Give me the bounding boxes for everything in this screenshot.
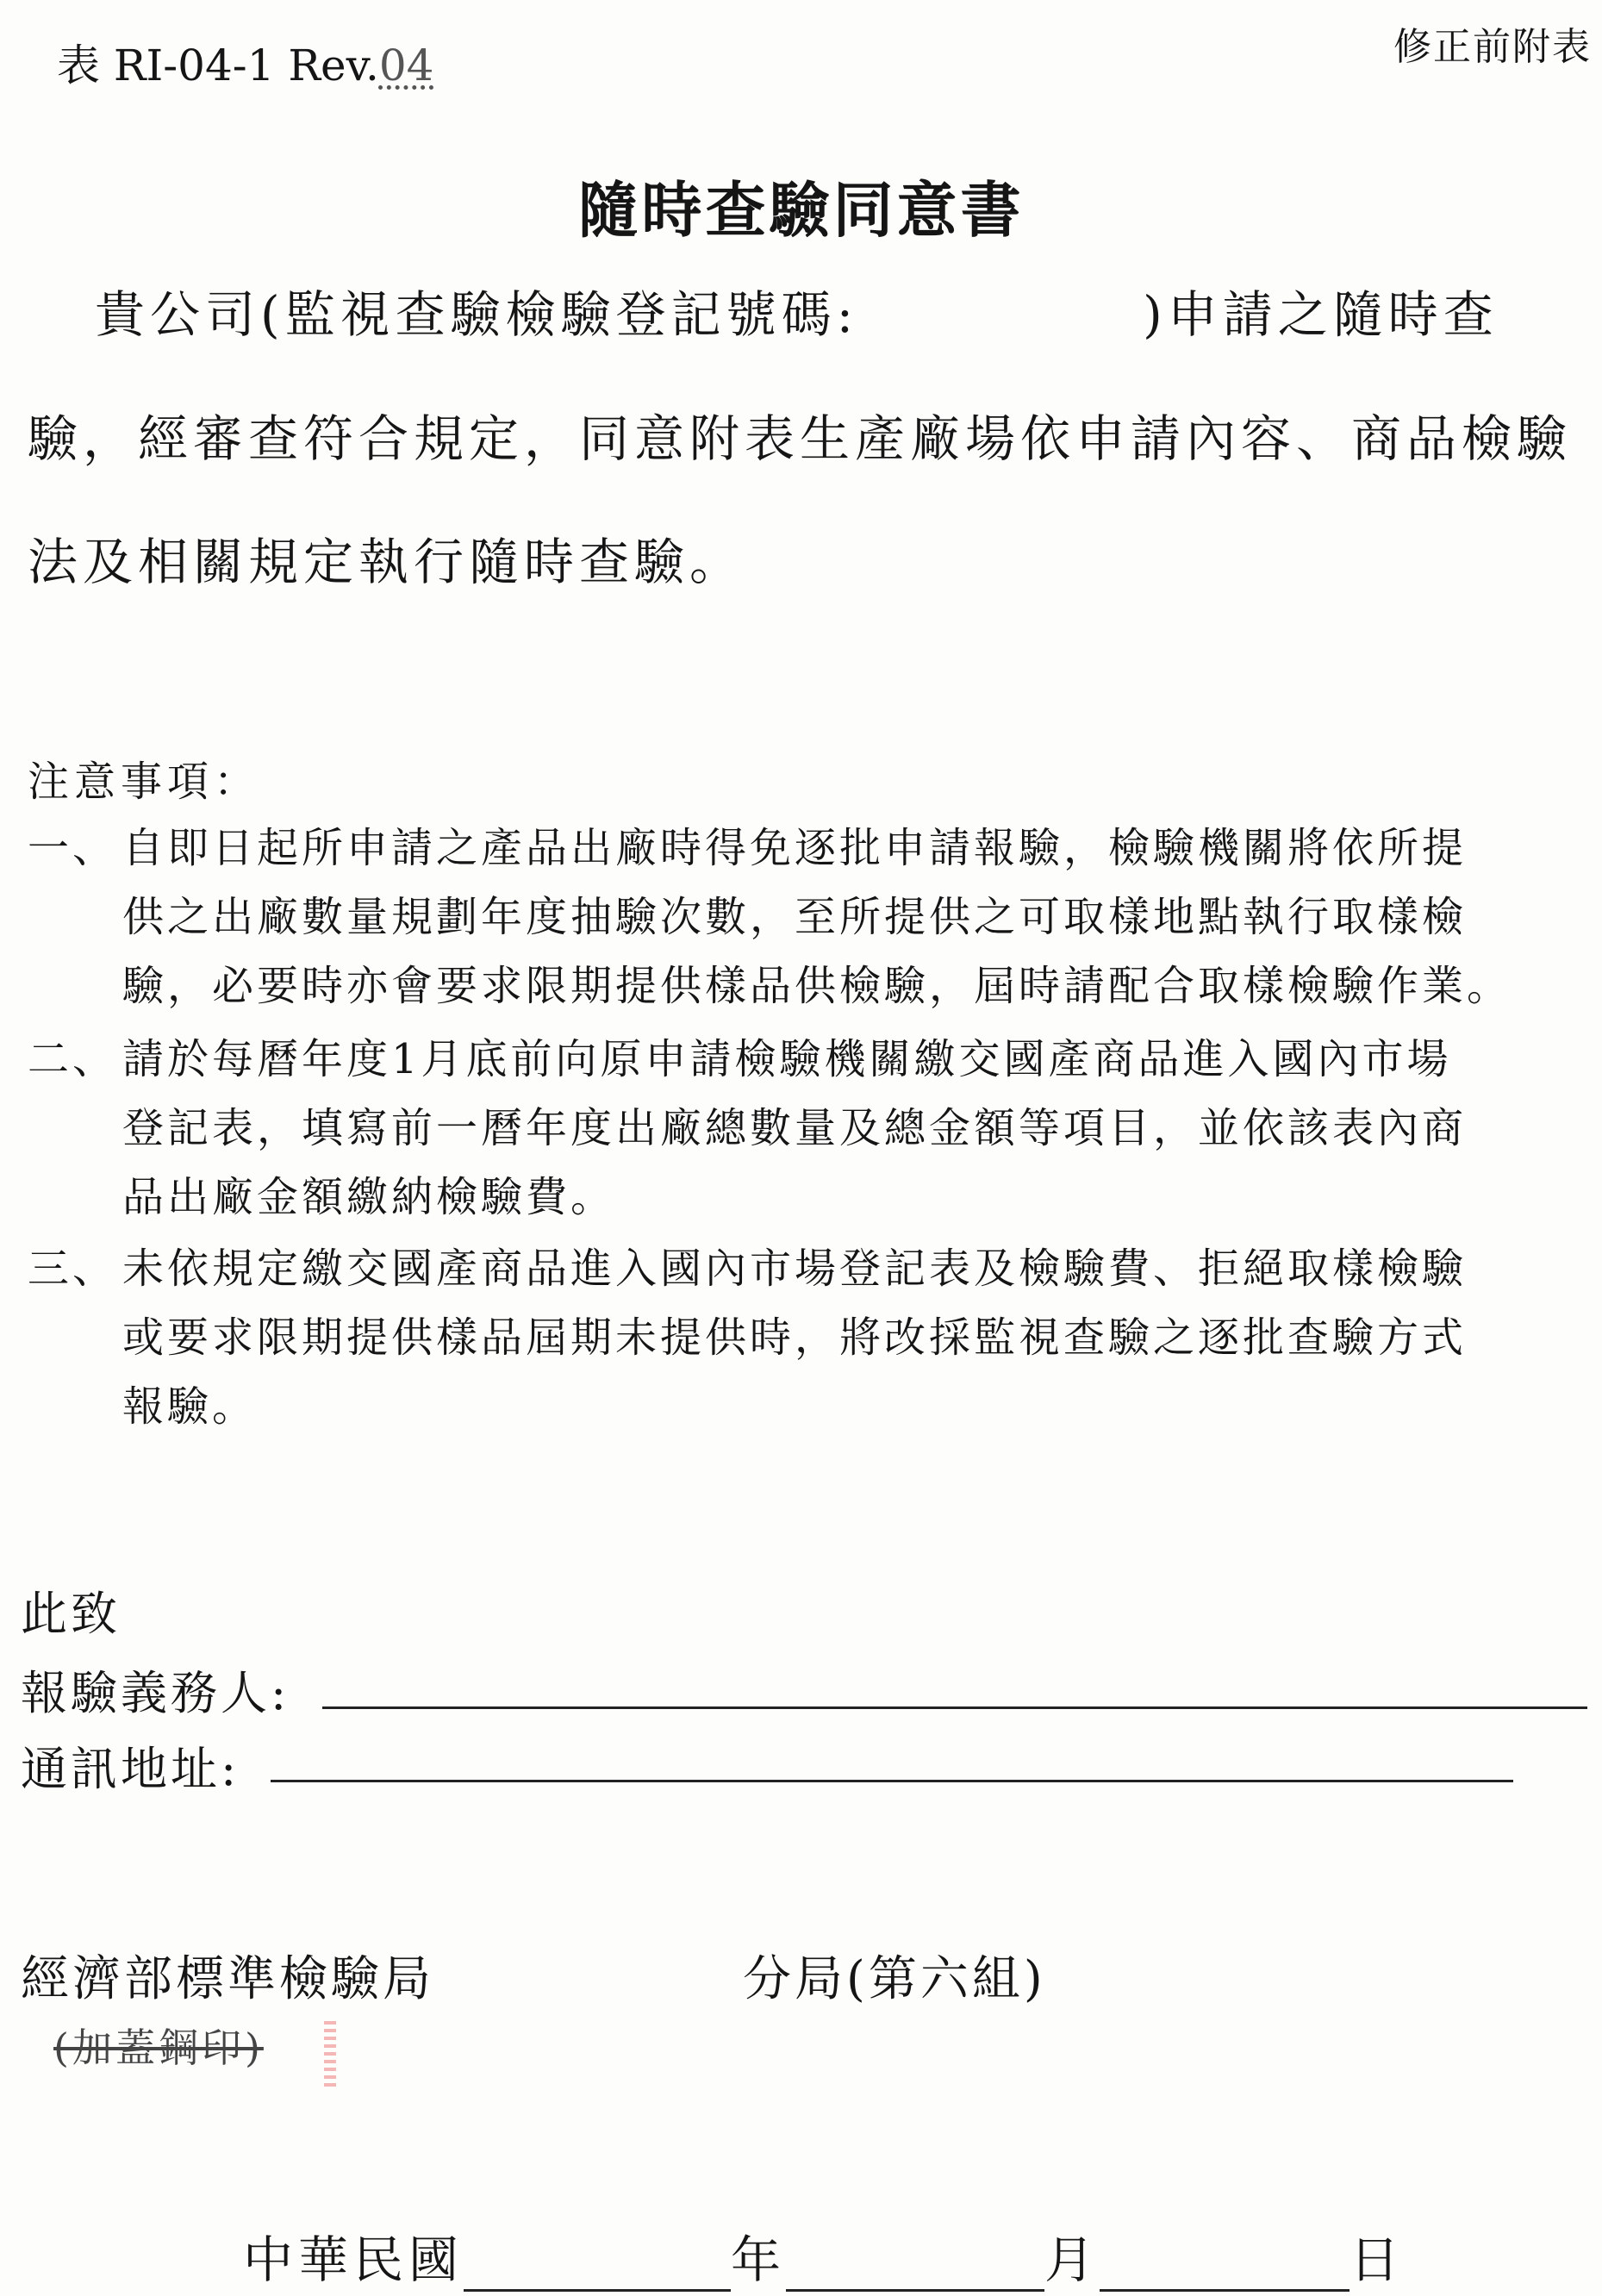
revision-number: 04 — [378, 41, 434, 90]
intro-line-1-start: 貴公司(監視查驗檢驗登記號碼: — [95, 285, 859, 344]
day-label: 日 — [1350, 2230, 1406, 2289]
note-line: 登記表，填寫前一曆年度出廠總數量及總金額等項目，並依該表內商 — [122, 1104, 1468, 1152]
note-line: 未依規定繳交國產商品進入國內市場登記表及檢驗費、拒絕取樣檢驗 — [122, 1245, 1468, 1293]
date-prefix: 中華民國 — [243, 2230, 464, 2289]
notes-title: 注意事項： — [28, 758, 261, 806]
note-text — [122, 1235, 1467, 1442]
branch-name: 分局(第六組) — [743, 1951, 1046, 2007]
obligor-label: 報驗義務人: — [21, 1666, 290, 1720]
month-label: 月 — [1044, 2230, 1100, 2289]
note-line: 報驗。 — [122, 1382, 258, 1431]
note-line: 或要求限期提供樣品屆期未提供時，將改採監視查驗之逐批查驗方式 — [122, 1313, 1468, 1362]
form-code — [57, 31, 433, 93]
note-line: 品出廠金額繳納檢驗費。 — [122, 1173, 616, 1221]
year-field[interactable] — [464, 2244, 731, 2292]
intro-line-1-end: )申請之隨時查 — [1143, 285, 1499, 344]
form-code-label: 表 RI-04-1 Rev. — [57, 41, 379, 90]
month-field[interactable] — [786, 2244, 1044, 2292]
obligor-field[interactable] — [322, 1706, 1587, 1709]
stamp-mark — [324, 2021, 336, 2090]
bureau-name: 經濟部標準檢驗局 — [21, 1951, 434, 2007]
day-field[interactable] — [1100, 2244, 1350, 2292]
note-line: 自即日起所申請之產品出廠時得免逐批申請報驗，檢驗機關將依所提 — [122, 824, 1468, 872]
note-line: 請於每曆年度1月底前向原申請檢驗機關繳交國產商品進入國內市場 — [122, 1035, 1452, 1083]
address-label: 通訊地址: — [21, 1742, 240, 1796]
corner-label: 修正前附表 — [1393, 25, 1592, 69]
note-line: 供之出廠數量規劃年度抽驗次數，至所提供之可取樣地點執行取樣檢 — [122, 893, 1468, 941]
address-field[interactable] — [271, 1780, 1513, 1782]
seal-note: (加蓋鋼印) — [53, 2025, 264, 2071]
note-text — [122, 1026, 1467, 1232]
year-label: 年 — [731, 2230, 787, 2289]
note-number: 二、 — [28, 1035, 118, 1083]
note-number: 三、 — [28, 1245, 118, 1293]
note-number: 一、 — [28, 824, 118, 872]
note-line: 驗，必要時亦會要求限期提供樣品供檢驗，屆時請配合取樣檢驗作業。 — [122, 962, 1512, 1010]
document-title: 隨時查驗同意書 — [577, 174, 1025, 246]
salutation: 此致 — [21, 1587, 121, 1641]
intro-line-3: 法及相關規定執行隨時查驗。 — [28, 533, 745, 591]
intro-line-1 — [95, 274, 1499, 346]
intro-line-2: 驗，經審查符合規定，同意附表生產廠場依申請內容、商品檢驗 — [28, 409, 1573, 468]
note-text — [122, 814, 1512, 1021]
date-row — [243, 2219, 1405, 2292]
